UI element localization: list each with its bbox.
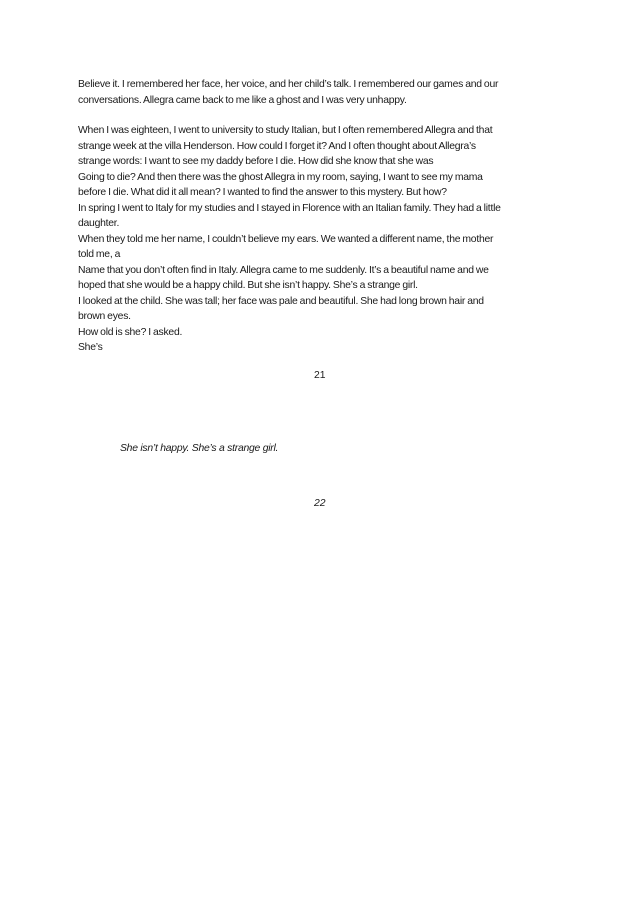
text-line: told me, a bbox=[78, 249, 121, 260]
paragraph-1 bbox=[78, 77, 558, 108]
italic-quote: She isn’t happy. She’s a strange girl. bbox=[120, 443, 279, 454]
text-line: strange week at the villa Henderson. How could I forget it? And I often thought about Allegra’s bbox=[78, 140, 476, 152]
text-line: When they told me her name, I couldn’t believe my ears. We wanted a different name, the mother bbox=[78, 233, 494, 245]
text-line: hoped that she would be a happy child. But she isn’t happy. She’s a strange girl. bbox=[78, 280, 418, 291]
text-line: She’s bbox=[78, 342, 103, 353]
text-line: I looked at the child. She was tall; her face was pale and beautiful. She had long brown hair and bbox=[78, 295, 484, 307]
paragraph-2 bbox=[78, 123, 558, 356]
page-number: 21 bbox=[314, 370, 326, 381]
text-line: before I die. What did it all mean? I wanted to find the answer to this mystery. But how? bbox=[78, 187, 447, 198]
page-number: 22 bbox=[314, 498, 326, 509]
text-line: conversations. Allegra came back to me like a ghost and I was very unhappy. bbox=[78, 94, 407, 106]
text-line: When I was eighteen, I went to university to study Italian, but I often remembered Allegra and that bbox=[78, 125, 493, 136]
text-line: Believe it. I remembered her face, her voice, and her child’s talk. I remembered our games and our bbox=[78, 79, 499, 90]
text-line: Going to die? And then there was the ghost Allegra in my room, saying, I want to see my mama bbox=[78, 171, 483, 183]
text-line: strange words: I want to see my daddy before I die. How did she know that she was bbox=[78, 156, 434, 167]
text-line: In spring I went to Italy for my studies and I stayed in Florence with an Italian family. They had a little bbox=[78, 202, 501, 214]
text-line: How old is she? I asked. bbox=[78, 326, 183, 338]
text-line: brown eyes. bbox=[78, 311, 131, 322]
text-line: Name that you don’t often find in Italy. Allegra came to me suddenly. It’s a beautiful name and we bbox=[78, 264, 489, 276]
text-line: daughter. bbox=[78, 218, 120, 229]
